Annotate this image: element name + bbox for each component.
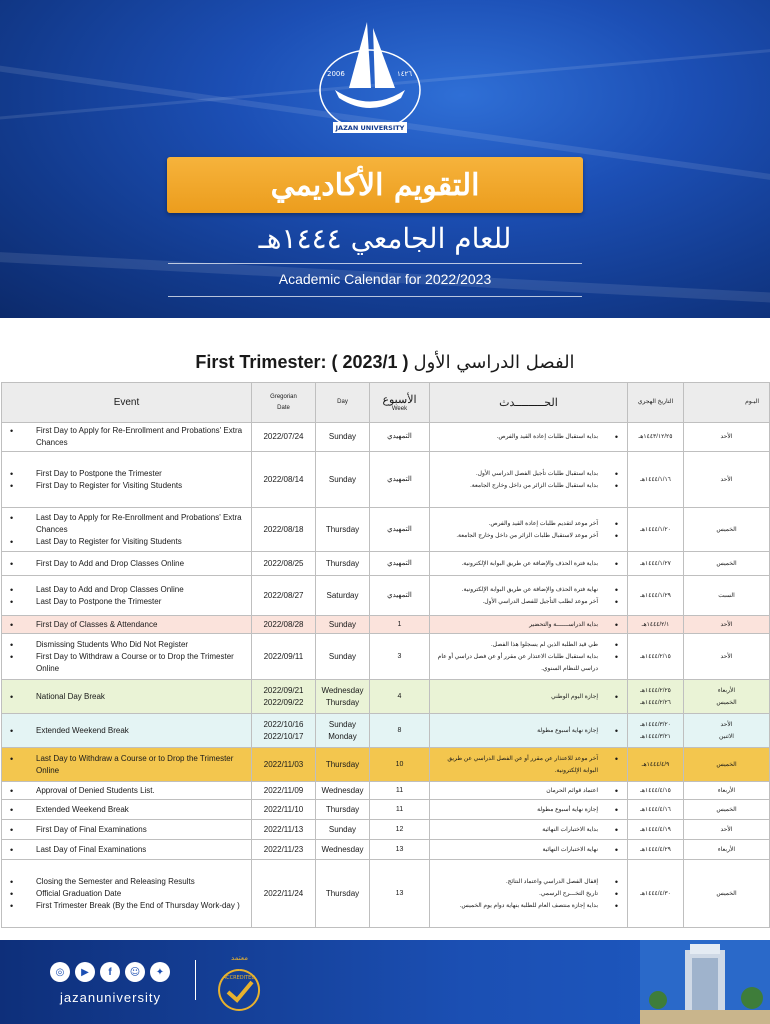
event-ar-cell: [430, 616, 628, 634]
event-cell: [2, 782, 252, 800]
gregorian-date-cell: [252, 840, 316, 860]
day-cell: [316, 576, 370, 616]
table-row: [2, 782, 770, 800]
event-ar-cell: [430, 840, 628, 860]
day-ar-cell: [684, 782, 770, 800]
table-row: [2, 508, 770, 552]
event-ar-cell: [430, 860, 628, 928]
day-ar-name: الخميس: [716, 890, 737, 897]
event-cell: [2, 452, 252, 508]
day-name: Monday: [328, 731, 357, 741]
week-cell: التمهيدي: [370, 552, 430, 576]
gregorian-date: 2022/11/13: [263, 824, 304, 834]
day-ar-name: الخميس: [716, 526, 737, 533]
gregorian-date: 2022/08/27: [263, 590, 304, 600]
event-cell: [2, 860, 252, 928]
svg-text:2006: 2006: [327, 70, 345, 78]
week-cell: 11: [370, 782, 430, 800]
gregorian-date-cell: [252, 423, 316, 452]
table-header-row: [2, 383, 770, 423]
day-ar-cell: [684, 800, 770, 820]
day-ar-name: الأحد: [720, 476, 733, 483]
day-name: Wednesday: [321, 785, 364, 795]
event-item: • Dismissing Students Who Did Not Register: [6, 639, 247, 651]
table-row: [2, 616, 770, 634]
col-header-hijri: التاريخ الهجري: [628, 383, 684, 423]
gregorian-date: 2022/11/23: [263, 844, 304, 854]
table-row: [2, 452, 770, 508]
hijri-date: ١٤٤٤/٣/٢١هـ: [640, 733, 671, 740]
twitter-icon[interactable]: ✦: [150, 962, 170, 982]
week-cell: 8: [370, 714, 430, 748]
hijri-date-cell: [628, 840, 684, 860]
event-ar-item: • إجازة اليوم الوطني: [435, 691, 622, 703]
col-header-gregorian: Gregorian Date: [252, 383, 316, 423]
event-item: • Closing the Semester and Releasing Results: [6, 876, 247, 888]
academic-year-subtitle: للعام الجامعي ١٤٤٤هـ: [258, 222, 512, 255]
gregorian-date: 2022/09/22: [263, 697, 304, 707]
hijri-date: ١٤٤٤/٢/١٥هـ: [640, 653, 671, 660]
event-item: • Last Day to Add and Drop Classes Online: [6, 584, 247, 596]
gregorian-date: 2022/10/16: [263, 719, 304, 729]
event-item: • Last Day to Postpone the Trimester: [6, 596, 247, 608]
day-cell: [316, 748, 370, 782]
table-row: [2, 552, 770, 576]
hijri-date-cell: [628, 508, 684, 552]
day-ar-cell: [684, 714, 770, 748]
event-cell: [2, 820, 252, 840]
page-title: التقويم الأكاديمي: [167, 157, 583, 213]
hijri-date-cell: [628, 748, 684, 782]
day-name: Wednesday: [321, 685, 364, 695]
day-cell: [316, 680, 370, 714]
gregorian-date: 2022/11/09: [263, 785, 304, 795]
hijri-date-cell: [628, 860, 684, 928]
gregorian-date-cell: [252, 616, 316, 634]
gregorian-date: 2022/08/14: [263, 474, 304, 484]
hijri-date-cell: [628, 820, 684, 840]
event-ar-item: • نهاية الاختبارات النهائية: [435, 844, 622, 856]
event-item: • Last Day of Final Examinations: [6, 844, 247, 856]
day-cell: [316, 860, 370, 928]
table-row: [2, 800, 770, 820]
youtube-icon[interactable]: ▶: [75, 962, 95, 982]
hijri-date-cell: [628, 423, 684, 452]
week-cell: 12: [370, 820, 430, 840]
trimester-heading-ar: الفصل الدراسي الأول: [413, 352, 575, 373]
event-ar-cell: [430, 508, 628, 552]
event-cell: [2, 552, 252, 576]
day-ar-cell: [684, 820, 770, 840]
day-ar-cell: [684, 423, 770, 452]
event-ar-cell: [430, 423, 628, 452]
event-ar-cell: [430, 680, 628, 714]
table-row: [2, 860, 770, 928]
hijri-date-cell: [628, 680, 684, 714]
week-cell: 3: [370, 634, 430, 680]
event-ar-item: • آخر موعد لتقديم طلبات إعادة القيد والفرص.: [435, 518, 622, 530]
event-item: • Last Day to Withdraw a Course or to Drop the Trimester Online: [6, 753, 247, 777]
day-ar-name: الأربعاء: [717, 787, 736, 794]
event-ar-item: • إجازة نهاية أسبوع مطولة: [435, 725, 622, 737]
day-ar-name: السبت: [718, 592, 735, 599]
divider: [168, 296, 582, 297]
header-banner: [0, 0, 770, 318]
gregorian-date-cell: [252, 634, 316, 680]
event-ar-item: • آخر موعد لطلب التأجيل للفصل الدراسي الأول.: [435, 596, 622, 608]
hijri-date-cell: [628, 616, 684, 634]
day-cell: [316, 508, 370, 552]
day-cell: [316, 423, 370, 452]
day-ar-name: الخميس: [716, 699, 737, 706]
table-row: [2, 423, 770, 452]
event-ar-cell: [430, 576, 628, 616]
day-ar-name: الاثنين: [719, 733, 734, 740]
col-header-day-ar: اليـوم: [684, 383, 770, 423]
day-name: Wednesday: [321, 844, 364, 854]
gregorian-date-cell: [252, 576, 316, 616]
week-cell: التمهيدي: [370, 508, 430, 552]
gregorian-date-cell: [252, 782, 316, 800]
gregorian-date: 2022/08/25: [263, 558, 304, 568]
day-ar-name: الخميس: [716, 560, 737, 567]
event-item: • First Day to Register for Visiting Students: [6, 480, 247, 492]
event-item: • Last Day to Register for Visiting Students: [6, 536, 247, 548]
day-ar-cell: [684, 452, 770, 508]
day-cell: [316, 616, 370, 634]
event-cell: [2, 634, 252, 680]
gregorian-date: 2022/08/18: [263, 524, 304, 534]
event-item: • Approval of Denied Students List.: [6, 785, 247, 797]
hijri-date-cell: [628, 634, 684, 680]
english-subtitle: Academic Calendar for 2022/2023: [278, 271, 492, 287]
social-handle: jazanuniversity: [60, 990, 161, 1005]
day-cell: [316, 820, 370, 840]
hijri-date: ١٤٤٤/١/٢٠هـ: [640, 526, 671, 533]
day-cell: [316, 634, 370, 680]
event-item: • Last Day to Apply for Re-Enrollment and Probations' Extra Chances: [6, 512, 247, 536]
gregorian-date-cell: [252, 748, 316, 782]
event-ar-item: • بداية الدراســـــــة والتحضير: [435, 619, 622, 631]
hijri-date: ١٤٤٤/٤/٣٠هـ: [640, 890, 671, 897]
event-item: • First Day to Postpone the Trimester: [6, 468, 247, 480]
day-name: Sunday: [328, 432, 357, 441]
gregorian-date-cell: [252, 452, 316, 508]
gregorian-date: 2022/09/11: [263, 651, 304, 661]
week-cell: 1: [370, 616, 430, 634]
day-name: Sunday: [328, 619, 357, 629]
hijri-date: ١٤٤٤/١/٢٩هـ: [640, 592, 671, 599]
event-ar-cell: [430, 452, 628, 508]
event-ar-item: • طي قيد الطلبة الذين لم يسجلوا هذا الفصل.: [435, 639, 622, 651]
week-cell: 13: [370, 860, 430, 928]
hijri-date-cell: [628, 552, 684, 576]
day-ar-cell: [684, 840, 770, 860]
day-cell: [316, 840, 370, 860]
gregorian-date-cell: [252, 860, 316, 928]
gregorian-date: 2022/07/24: [263, 432, 304, 441]
table-row: [2, 576, 770, 616]
table-row: [2, 840, 770, 860]
event-ar-item: • بداية استقبال طلبات الزائر من داخل وخارج الجامعة.: [435, 480, 622, 492]
event-ar-item: • نهاية فترة الحذف والإضافة عن طريق البوابة الإلكترونية.: [435, 584, 622, 596]
hijri-date: ١٤٤٤/٤/١٥هـ: [640, 787, 671, 794]
event-cell: [2, 840, 252, 860]
hijri-date: ١٤٤٤/٤/١٩هـ: [640, 826, 671, 833]
day-ar-name: الأحد: [720, 621, 733, 628]
trimester-heading: [0, 352, 770, 373]
table-row: [2, 680, 770, 714]
table-row: [2, 748, 770, 782]
gregorian-date-cell: [252, 800, 316, 820]
svg-text:ACCREDITED: ACCREDITED: [222, 975, 256, 981]
hijri-date: ١٤٤٤/٣/٢٠هـ: [640, 721, 671, 728]
event-cell: [2, 576, 252, 616]
day-cell: [316, 800, 370, 820]
day-ar-cell: [684, 680, 770, 714]
hijri-date: ١٤٤٤/١/١٦هـ: [640, 476, 671, 483]
day-ar-name: الأربعاء: [717, 846, 736, 853]
week-cell: التمهيدي: [370, 452, 430, 508]
gregorian-date-cell: [252, 508, 316, 552]
event-item: • Extended Weekend Break: [6, 725, 247, 737]
day-name: Sunday: [328, 824, 357, 834]
day-name: Thursday: [325, 888, 360, 898]
day-name: Thursday: [325, 804, 360, 814]
event-ar-cell: [430, 800, 628, 820]
day-ar-cell: [684, 552, 770, 576]
gregorian-date: 2022/11/03: [263, 759, 304, 769]
hijri-date: ١٤٤٤/٢/٢٥هـ: [640, 687, 671, 694]
day-cell: [316, 452, 370, 508]
day-name: Sunday: [328, 474, 357, 484]
col-header-event: Event: [2, 383, 252, 423]
event-ar-item: • بداية استقبال طلبات تأجيل الفصل الدراسي الأول.: [435, 468, 622, 480]
event-item: • Extended Weekend Break: [6, 804, 247, 816]
gregorian-date-cell: [252, 552, 316, 576]
hijri-date: ١٤٤٤/٤/١٦هـ: [640, 806, 671, 813]
hijri-date: ١٤٤٤/٢/١هـ: [641, 621, 670, 628]
event-ar-item: • آخر موعد للاعتذار عن مقرر أو عن الفصل الدراسي عن طريق البوابة الإلكترونية.: [435, 753, 622, 777]
event-ar-cell: [430, 782, 628, 800]
event-cell: [2, 680, 252, 714]
instagram-icon[interactable]: ◎: [50, 962, 70, 982]
event-ar-item: • آخر موعد لاستقبال طلبات الزائر من داخل وخارج الجامعة.: [435, 530, 622, 542]
day-name: Saturday: [326, 590, 359, 600]
social-links: [50, 962, 170, 982]
day-ar-cell: [684, 748, 770, 782]
event-ar-item: • بداية إجازة منتصف العام للطلبة بنهاية دوام يوم الخميس.: [435, 900, 622, 912]
hijri-date-cell: [628, 714, 684, 748]
snapchat-icon[interactable]: ☺: [125, 962, 145, 982]
day-ar-cell: [684, 860, 770, 928]
event-cell: [2, 423, 252, 452]
hijri-date: ١٤٤٤/٤/٢٩هـ: [640, 846, 671, 853]
event-ar-cell: [430, 634, 628, 680]
gregorian-date-cell: [252, 714, 316, 748]
col-header-week: الأسبوع Week: [370, 383, 430, 423]
hijri-date-cell: [628, 800, 684, 820]
gregorian-date-cell: [252, 820, 316, 840]
divider: [168, 263, 582, 264]
event-ar-item: • إجازة نهاية أسبوع مطولة: [435, 804, 622, 816]
event-ar-item: • اعتماد قوائم الحرمان: [435, 785, 622, 797]
event-ar-cell: [430, 820, 628, 840]
week-cell: 13: [370, 840, 430, 860]
event-cell: [2, 508, 252, 552]
event-ar-cell: [430, 748, 628, 782]
table-row: [2, 714, 770, 748]
trimester-heading-en: First Trimester: ( 2023/1 ): [195, 352, 409, 372]
day-ar-name: الخميس: [716, 761, 737, 768]
event-item: • First Day of Classes & Attendance: [6, 619, 247, 631]
day-ar-name: الخميس: [716, 806, 737, 813]
day-cell: [316, 782, 370, 800]
event-cell: [2, 748, 252, 782]
week-cell: التمهيدي: [370, 423, 430, 452]
day-ar-cell: [684, 508, 770, 552]
hijri-date-cell: [628, 576, 684, 616]
svg-text:JAZAN UNIVERSITY: JAZAN UNIVERSITY: [335, 124, 405, 132]
hijri-date: ١٤٤٤/٤/٩هـ: [641, 761, 670, 768]
week-cell: التمهيدي: [370, 576, 430, 616]
week-cell: 11: [370, 800, 430, 820]
event-cell: [2, 714, 252, 748]
day-ar-cell: [684, 576, 770, 616]
week-cell: 4: [370, 680, 430, 714]
hijri-date-cell: [628, 452, 684, 508]
week-cell: 10: [370, 748, 430, 782]
event-ar-item: • بداية استقبال طلبات الاعتذار عن مقرر أو عن فصل دراسي أو عام دراسي للنظام السنوي.: [435, 651, 622, 675]
gregorian-date: 2022/08/28: [263, 619, 304, 629]
gregorian-date-cell: [252, 680, 316, 714]
facebook-icon[interactable]: f: [100, 962, 120, 982]
university-tower-image: [640, 940, 770, 1024]
day-ar-name: الأحد: [720, 653, 733, 660]
day-cell: [316, 552, 370, 576]
event-item: • First Day to Apply for Re-Enrollment and Probations' Extra Chances: [6, 425, 247, 449]
event-item: • First Day of Final Examinations: [6, 824, 247, 836]
gregorian-date: 2022/09/21: [263, 685, 304, 695]
event-cell: [2, 800, 252, 820]
academic-calendar-table: [1, 382, 770, 928]
event-item: • First Trimester Break (By the End of Thursday Work-day ): [6, 900, 247, 912]
event-cell: [2, 616, 252, 634]
day-ar-name: الأحد: [720, 721, 733, 728]
day-ar-name: الأحد: [720, 434, 733, 440]
day-name: Thursday: [325, 697, 360, 707]
day-name: Sunday: [328, 651, 357, 661]
svg-text:١٤٢٦: ١٤٢٦: [397, 70, 413, 78]
day-cell: [316, 714, 370, 748]
hijri-date: ١٤٤٤/٢/٢٦هـ: [640, 699, 671, 706]
col-header-day: Day: [316, 383, 370, 423]
event-ar-item: • بداية الاختبارات النهائية: [435, 824, 622, 836]
table-row: [2, 820, 770, 840]
day-ar-name: الأحد: [720, 826, 733, 833]
hijri-date: ١٤٤٣/١٢/٢٥هـ: [638, 434, 673, 440]
accreditation-label: معتمد: [231, 954, 248, 962]
day-ar-cell: [684, 634, 770, 680]
jazan-university-logo: [305, 18, 435, 138]
gregorian-date: 2022/11/24: [263, 888, 304, 898]
table-row: [2, 634, 770, 680]
gregorian-date: 2022/11/10: [263, 804, 304, 814]
event-ar-item: • بداية فترة الحذف والإضافة عن طريق البوابة الإلكترونية.: [435, 558, 622, 570]
event-item: • Official Graduation Date: [6, 888, 247, 900]
col-header-event-ar: الحـــــــــدث: [430, 383, 628, 423]
day-name: Thursday: [325, 558, 360, 568]
gregorian-date: 2022/10/17: [263, 731, 304, 741]
day-ar-name: الأربعاء: [717, 687, 736, 694]
day-ar-cell: [684, 616, 770, 634]
event-ar-item: • تاريخ التخـــرج الرسمي.: [435, 888, 622, 900]
day-name: Sunday: [328, 719, 357, 729]
event-item: • First Day to Withdraw a Course or to Drop the Trimester Online: [6, 651, 247, 675]
event-ar-cell: [430, 714, 628, 748]
day-name: Thursday: [325, 524, 360, 534]
divider: [195, 960, 196, 1000]
event-ar-cell: [430, 552, 628, 576]
footer-banner: [0, 940, 770, 1024]
hijri-date: ١٤٤٤/١/٢٧هـ: [640, 560, 671, 567]
hijri-date-cell: [628, 782, 684, 800]
event-item: • First Day to Add and Drop Classes Online: [6, 558, 247, 570]
event-ar-item: • إقفال الفصل الدراسي واعتماد النتائج.: [435, 876, 622, 888]
day-name: Thursday: [325, 759, 360, 769]
event-ar-item: • بداية استقبال طلبات إعادة القيد والفرص.: [435, 431, 622, 443]
event-item: • National Day Break: [6, 691, 247, 703]
